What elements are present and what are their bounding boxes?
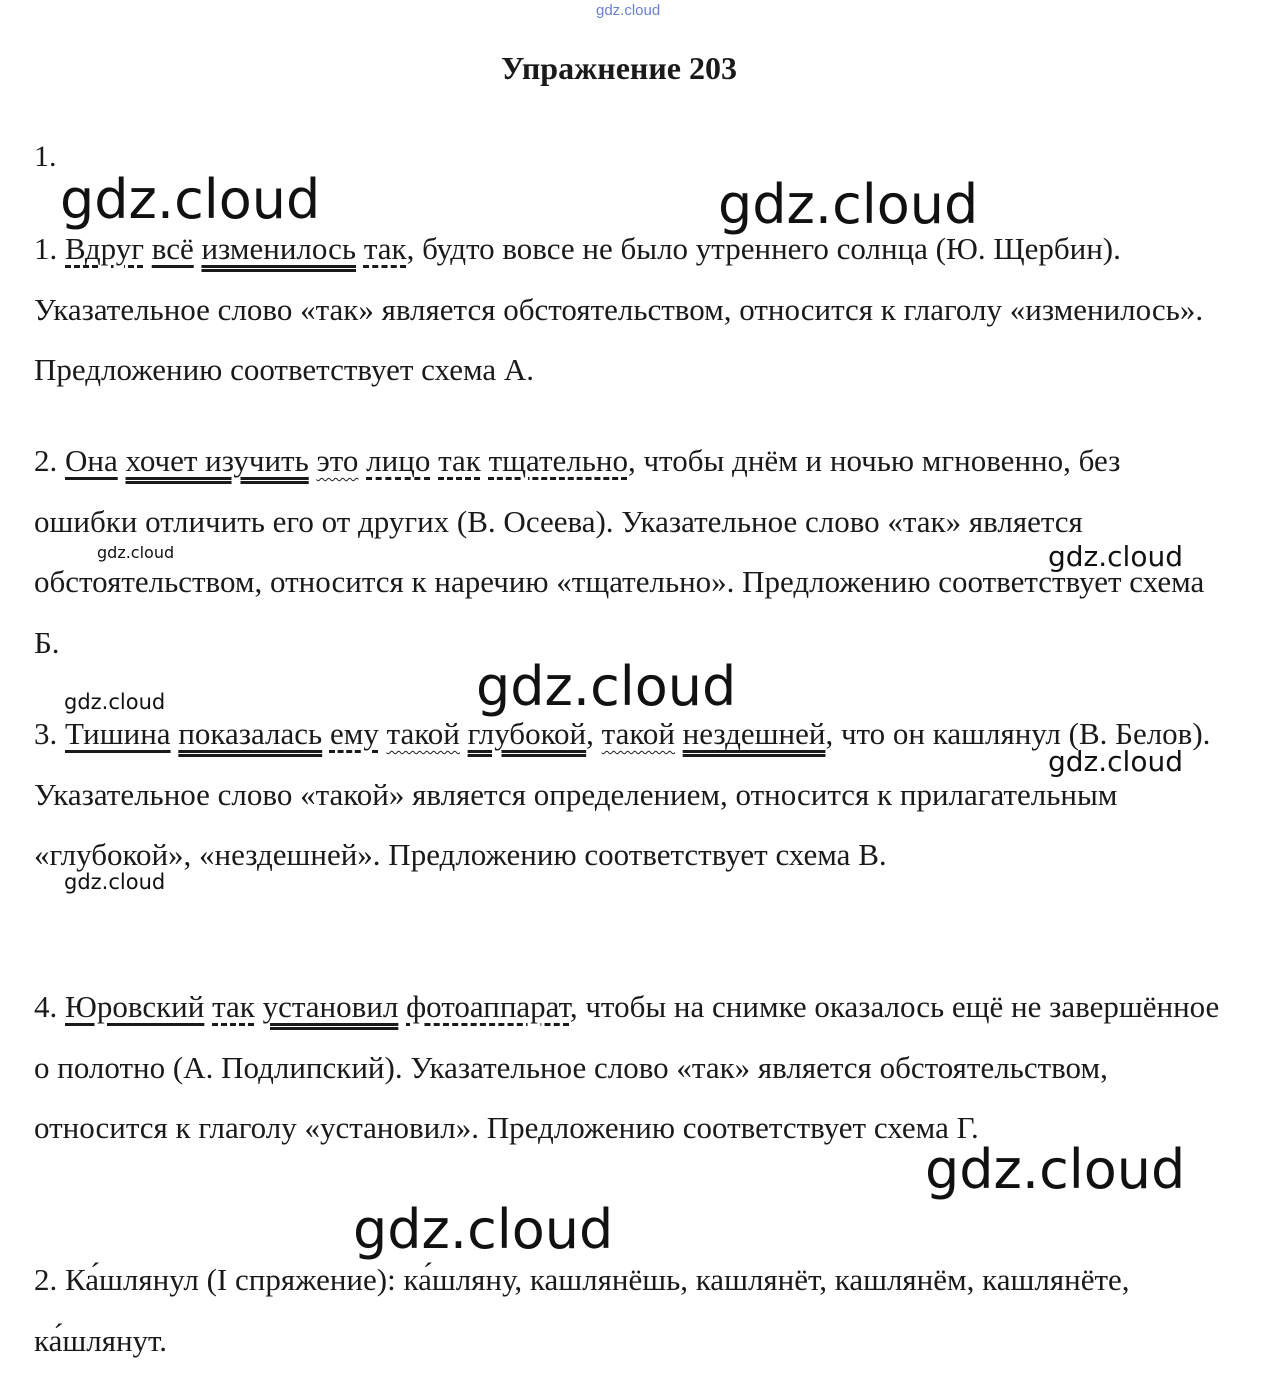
object-word: лицо: [366, 443, 431, 478]
adverbial-word: тщательно: [488, 443, 628, 478]
attribute-word: это: [316, 443, 359, 478]
site-header-link[interactable]: gdz.cloud: [596, 2, 661, 19]
predicate-word: изменилось: [201, 231, 357, 266]
predicate-word: нездешней: [682, 716, 826, 751]
adverbial-word: так: [212, 989, 255, 1024]
subject-word: всё: [151, 231, 194, 266]
adverbial-word: так: [363, 231, 407, 266]
object-word: ему: [329, 716, 379, 751]
predicate-word: показалась: [178, 716, 323, 751]
watermark: gdz.cloud: [353, 1198, 614, 1261]
answer-item-1: 1. Вдруг всё изменилось так, будто вовсе не было утреннего солнца (Ю. Щербин). Указательное слово «так» является обстоятельством, относится к глаголу «изменилось». Предложению соответствует схема А.: [34, 231, 1204, 387]
adverbial-word: так: [438, 443, 481, 478]
answer-item-3: 3. Тишина показалась ему такой глубокой, такой нездешней, что он кашлянул (В. Белов). Указательное слово «такой» является определением, относится к прилагательным «глубокой», «нездешней». Предложению соответствует схема В.: [34, 716, 1211, 872]
watermark: gdz.cloud: [925, 1138, 1186, 1201]
exercise-title: Упражнение 203: [500, 50, 737, 86]
attribute-word: такой: [386, 716, 460, 751]
predicate-word: хочет изучить: [125, 443, 309, 478]
watermark: gdz.cloud: [64, 870, 166, 894]
watermark: gdz.cloud: [60, 168, 321, 231]
adverbial-word: Вдруг: [65, 231, 144, 266]
watermark: gdz.cloud: [64, 690, 166, 714]
part-2-answer: 2. Ка́шлянул (I спряжение): ка́шляну, кашлянёшь, кашлянёт, кашлянём, кашлянёте, ка́шлянут.: [34, 1262, 1130, 1358]
answer-item-4: 4. Юровский так установил фотоаппарат, чтобы на снимке оказалось ещё не завершённое о полотно (А. Подлипский). Указательное слово «так» является обстоятельством, относится к глаголу «установил». Предложению соответствует схема Г.: [34, 989, 1220, 1145]
subject-word: Она: [65, 443, 118, 478]
watermark: gdz.cloud: [718, 173, 979, 236]
answer-item-2: 2. Она хочет изучить это лицо так тщательно, чтобы днём и ночью мгновенно, без ошибки отличить его от других (В. Осеева). Указательное слово «так» является обстоятельством, относится к наречию «тщательно». Предложению соответствует схема Б.: [34, 443, 1205, 660]
subject-word: Тишина: [65, 716, 171, 751]
watermark: gdz.cloud: [1048, 745, 1183, 778]
object-word: фотоаппарат: [406, 989, 570, 1024]
attribute-word: такой: [601, 716, 675, 751]
subject-word: Юровский: [65, 989, 205, 1024]
predicate-word: глубокой: [467, 716, 587, 751]
predicate-word: установил: [262, 989, 399, 1024]
watermark: gdz.cloud: [1048, 540, 1183, 573]
watermark: gdz.cloud: [476, 655, 737, 718]
part-1-label: 1.: [34, 140, 57, 173]
watermark: gdz.cloud: [97, 543, 175, 562]
